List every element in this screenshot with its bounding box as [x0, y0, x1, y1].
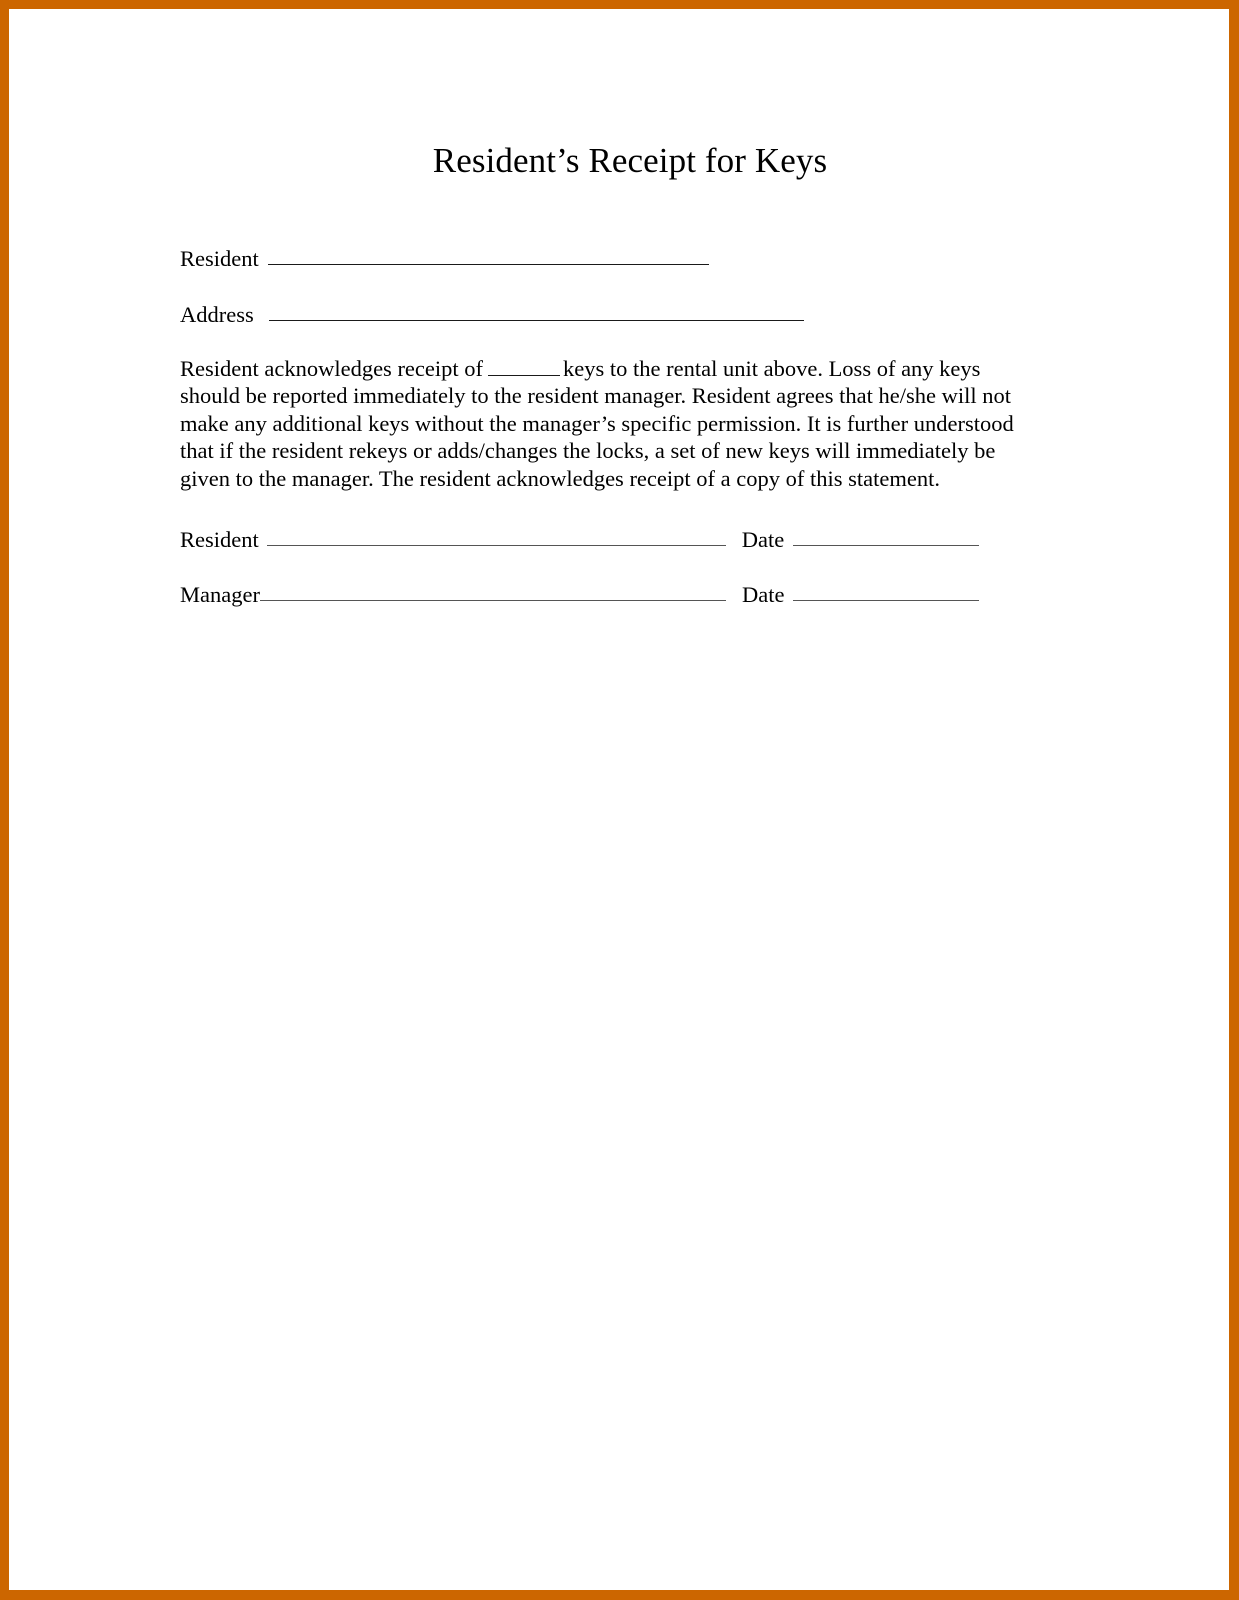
address-blank-line[interactable] — [269, 302, 804, 321]
field-row-address — [180, 301, 1042, 329]
manager-signature-line[interactable] — [260, 581, 726, 601]
key-count-blank[interactable] — [488, 360, 560, 376]
signature-label-resident: Resident — [180, 527, 259, 553]
paragraph-text-part-one: Resident acknowledges receipt of — [180, 356, 484, 381]
date-label-manager: Date — [741, 582, 785, 608]
resident-signature-line[interactable] — [267, 526, 726, 546]
resident-name-blank-line[interactable] — [268, 246, 709, 265]
resident-date-line[interactable] — [793, 526, 979, 546]
date-label-resident: Date — [741, 527, 785, 553]
signature-label-manager: Manager — [180, 582, 260, 608]
paragraph-text-part-two: keys to the rental unit above. Loss of any keys should be reported immediately to the resident manager. Resident agrees that he/she will not make any additional keys without the manager’s specific permission. It is further understood that if the resident rekeys or adds/changes the locks, a set of new keys will immediately be given to the manager. The resident acknowledges receipt of a copy of this statement. — [180, 356, 1014, 491]
manager-date-line[interactable] — [793, 581, 979, 601]
field-row-resident — [180, 245, 1042, 273]
field-label-address: Address — [180, 302, 254, 327]
field-label-resident: Resident — [180, 246, 259, 271]
page-title: Resident’s Receipt for Keys — [432, 141, 828, 180]
acknowledgement-paragraph — [180, 355, 1040, 492]
signature-row-resident — [180, 526, 1042, 554]
document-sheet — [9, 9, 1229, 1590]
signature-row-manager — [180, 581, 1042, 609]
document-content-area — [180, 139, 1042, 609]
